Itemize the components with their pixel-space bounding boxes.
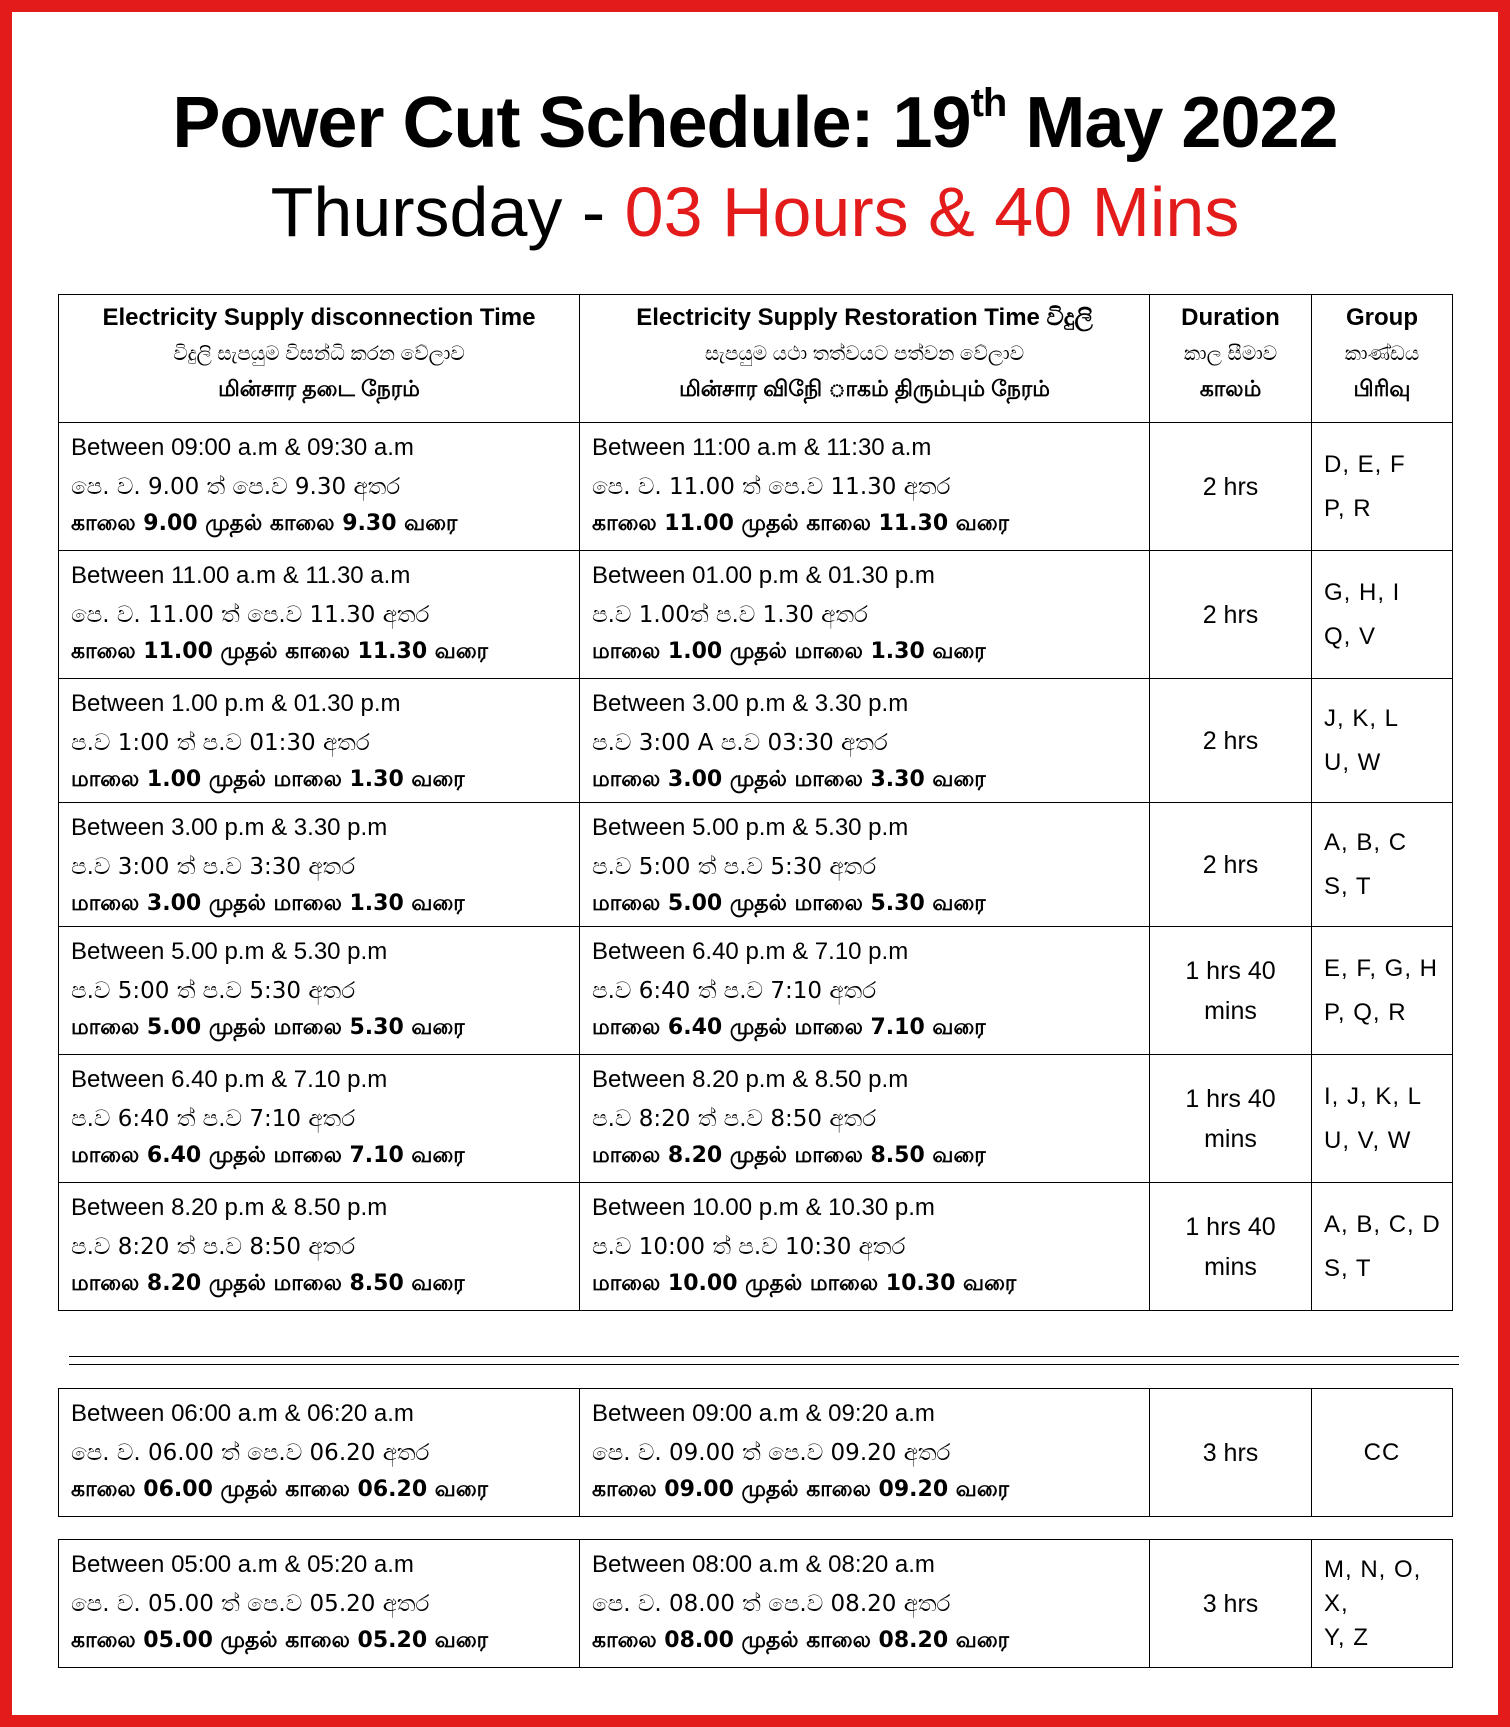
time-en: Between 08:00 a.m & 08:20 a.m <box>592 1551 935 1578</box>
time-ta: மாலை 3.00 முதல் மாலை 1.30 வரை <box>71 891 465 916</box>
subtitle-separator: - <box>562 173 625 251</box>
duration-cell <box>1150 1183 1312 1311</box>
group-line: P, R <box>1324 494 1372 522</box>
schedule-table <box>58 294 1453 1311</box>
time-en: Between 5.00 p.m & 5.30 p.m <box>592 814 909 841</box>
duration-text: 1 hrs 40 mins <box>1185 1212 1276 1281</box>
restoration-time-cell <box>580 679 1150 803</box>
table-row <box>59 679 1453 803</box>
time-en: Between 1.00 p.m & 01.30 p.m <box>71 690 401 717</box>
time-si: පෙ. ව. 08.00 ත් පෙ.ව 08.20 අතර <box>592 1591 951 1617</box>
header-label-en: Electricity Supply disconnection Time <box>102 304 536 331</box>
time-en: Between 01.00 p.m & 01.30 p.m <box>592 562 935 589</box>
group-line: G, H, I <box>1324 578 1401 606</box>
group-line: E, F, G, H <box>1324 954 1439 982</box>
time-en: Between 11:00 a.m & 11:30 a.m <box>592 434 932 461</box>
time-en: Between 8.20 p.m & 8.50 p.m <box>592 1066 909 1093</box>
restoration-time-cell <box>580 803 1150 927</box>
time-ta: மாலை 10.00 முதல் மாலை 10.30 வரை <box>592 1271 1017 1296</box>
disconnection-time-cell <box>59 1389 580 1517</box>
time-en: Between 09:00 a.m & 09:30 a.m <box>71 434 414 461</box>
total-duration: 03 Hours & 40 Mins <box>624 173 1240 251</box>
restoration-time-cell <box>580 927 1150 1055</box>
header-label-si: සැපයුම යථා තත්වයට පත්වන වේලාව <box>704 343 1025 365</box>
header-label-ta: மின்சார விநிே ாகம் திரும்பும் நேரம் <box>679 376 1050 401</box>
duration-cell: 2 hrs <box>1150 423 1312 551</box>
group-line: P, Q, R <box>1324 998 1407 1026</box>
group-cell <box>1312 1183 1453 1311</box>
title-prefix: Power Cut Schedule: 19 <box>172 83 971 163</box>
header-restoration <box>580 295 1150 423</box>
header-label-ta: காலம் <box>1199 376 1262 401</box>
time-si: ප.ව 10:00 ත් ප.ව 10:30 අතර <box>592 1234 906 1260</box>
disconnection-time-cell <box>59 679 580 803</box>
header-label-ta: மின்சார தடை நேரம் <box>218 376 420 401</box>
header-label-si: කාණ්ඩය <box>1344 343 1420 365</box>
time-si: පෙ. ව. 9.00 ත් පෙ.ව 9.30 අතර <box>71 474 401 500</box>
group-line: U, V, W <box>1324 1126 1412 1154</box>
time-en: Between 10.00 p.m & 10.30 p.m <box>592 1194 935 1221</box>
header-group <box>1312 295 1453 423</box>
group-cell <box>1312 803 1453 927</box>
group-line: A, B, C, D <box>1324 1210 1441 1238</box>
time-si: ප.ව 6:40 ත් ප.ව 7:10 අතර <box>592 978 877 1004</box>
time-si: ප.ව 3:00 A ප.ව 03:30 අතර <box>592 730 888 756</box>
group-cell: CC <box>1312 1389 1453 1517</box>
duration-cell: 2 hrs <box>1150 551 1312 679</box>
header-label-en: Group <box>1346 304 1418 331</box>
time-ta: மாலை 5.00 முதல் மாலை 5.30 வரை <box>71 1015 465 1040</box>
table-row <box>59 1540 1453 1668</box>
header-label-si: විදුලි සැපයුම විසන්ධි කරන වේලාව <box>173 343 465 365</box>
group-line: A, B, C <box>1324 828 1408 856</box>
time-ta: காலை 08.00 முதல் காலை 08.20 வரை <box>592 1628 1010 1653</box>
header-label-en: Duration <box>1181 304 1280 331</box>
group-cell <box>1312 927 1453 1055</box>
group-line: Q, V <box>1324 622 1377 650</box>
group-cell <box>1312 551 1453 679</box>
table-header-row <box>59 295 1453 423</box>
time-si: ප.ව 1:00 ත් ප.ව 01:30 අතර <box>71 730 370 756</box>
time-ta: மாலை 3.00 முதல் மாலை 3.30 வரை <box>592 767 986 792</box>
time-ta: காலை 05.00 முதல் காலை 05.20 வரை <box>71 1628 489 1653</box>
time-ta: மாலை 6.40 முதல் மாலை 7.10 வரை <box>71 1143 465 1168</box>
restoration-time-cell <box>580 423 1150 551</box>
table-row <box>59 423 1453 551</box>
disconnection-time-cell <box>59 803 580 927</box>
page-subtitle <box>12 172 1498 252</box>
time-en: Between 05:00 a.m & 05:20 a.m <box>71 1551 414 1578</box>
duration-cell: 2 hrs <box>1150 679 1312 803</box>
table-row <box>59 1183 1453 1311</box>
time-en: Between 6.40 p.m & 7.10 p.m <box>592 938 909 965</box>
header-disconnection <box>59 295 580 423</box>
time-en: Between 6.40 p.m & 7.10 p.m <box>71 1066 388 1093</box>
disconnection-time-cell <box>59 423 580 551</box>
extra-schedule-table-mnoxyz <box>58 1539 1453 1668</box>
time-si: පෙ. ව. 11.00 ත් පෙ.ව 11.30 අතර <box>592 474 951 500</box>
time-si: ප.ව 8:20 ත් ප.ව 8:50 අතර <box>592 1106 877 1132</box>
time-ta: மாலை 1.00 முதல் மாலை 1.30 வரை <box>71 767 465 792</box>
header-label-si: කාල සීමාව <box>1183 343 1278 365</box>
title-suffix: May 2022 <box>1006 83 1338 163</box>
header-duration <box>1150 295 1312 423</box>
restoration-time-cell <box>580 1055 1150 1183</box>
table-row <box>59 803 1453 927</box>
time-si: පෙ. ව. 06.00 ත් පෙ.ව 06.20 අතර <box>71 1440 430 1466</box>
restoration-time-cell <box>580 1540 1150 1668</box>
group-cell <box>1312 679 1453 803</box>
group-cell <box>1312 423 1453 551</box>
time-si: පෙ. ව. 11.00 ත් පෙ.ව 11.30 අතර <box>71 602 430 628</box>
group-line: I, J, K, L <box>1324 1082 1423 1110</box>
time-si: ප.ව 5:00 ත් ප.ව 5:30 අතර <box>592 854 877 880</box>
disconnection-time-cell <box>59 1055 580 1183</box>
restoration-time-cell <box>580 1183 1150 1311</box>
time-ta: மாலை 5.00 முதல் மாலை 5.30 வரை <box>592 891 986 916</box>
group-line: M, N, O, X, <box>1324 1555 1422 1617</box>
duration-cell <box>1150 927 1312 1055</box>
duration-text: 1 hrs 40 mins <box>1185 956 1276 1025</box>
header-label-en: Electricity Supply Restoration Time විදුලි <box>636 304 1093 331</box>
group-line: D, E, F <box>1324 450 1406 478</box>
title-ordinal: th <box>970 81 1007 125</box>
duration-cell <box>1150 1055 1312 1183</box>
time-si: ප.ව 8:20 ත් ප.ව 8:50 අතර <box>71 1234 356 1260</box>
duration-text: 1 hrs 40 mins <box>1185 1084 1276 1153</box>
section-divider <box>69 1356 1459 1365</box>
day-label: Thursday <box>270 173 563 251</box>
group-line: U, W <box>1324 748 1382 776</box>
disconnection-time-cell <box>59 1540 580 1668</box>
time-en: Between 11.00 a.m & 11.30 a.m <box>71 562 411 589</box>
time-ta: மாலை 8.20 முதல் மாலை 8.50 வரை <box>592 1143 986 1168</box>
time-si: ප.ව 3:00 ත් ප.ව 3:30 අතර <box>71 854 356 880</box>
time-si: ප.ව 6:40 ත් ප.ව 7:10 අතර <box>71 1106 356 1132</box>
time-ta: காலை 11.00 முதல் காலை 11.30 வரை <box>71 639 489 664</box>
duration-cell: 2 hrs <box>1150 803 1312 927</box>
table-row <box>59 551 1453 679</box>
time-ta: மாலை 6.40 முதல் மாலை 7.10 வரை <box>592 1015 986 1040</box>
disconnection-time-cell <box>59 1183 580 1311</box>
table-row <box>59 1389 1453 1517</box>
restoration-time-cell <box>580 1389 1150 1517</box>
restoration-time-cell <box>580 551 1150 679</box>
time-en: Between 3.00 p.m & 3.30 p.m <box>71 814 388 841</box>
time-en: Between 3.00 p.m & 3.30 p.m <box>592 690 909 717</box>
time-ta: காலை 11.00 முதல் காலை 11.30 வரை <box>592 511 1010 536</box>
time-ta: காலை 9.00 முதல் காலை 9.30 வரை <box>71 511 458 536</box>
extra-schedule-table-cc <box>58 1388 1453 1517</box>
group-line: S, T <box>1324 1254 1372 1282</box>
group-line: Y, Z <box>1324 1623 1369 1651</box>
duration-cell: 3 hrs <box>1150 1389 1312 1517</box>
table-row <box>59 927 1453 1055</box>
time-si: ප.ව 1.00ත් ප.ව 1.30 අතර <box>592 602 868 628</box>
duration-cell: 3 hrs <box>1150 1540 1312 1668</box>
page-title <box>12 82 1498 164</box>
group-cell <box>1312 1055 1453 1183</box>
time-ta: காலை 09.00 முதல் காலை 09.20 வரை <box>592 1477 1010 1502</box>
time-ta: காலை 06.00 முதல் காலை 06.20 வரை <box>71 1477 489 1502</box>
group-cell <box>1312 1540 1453 1668</box>
time-en: Between 06:00 a.m & 06:20 a.m <box>71 1400 414 1427</box>
time-ta: மாலை 1.00 முதல் மாலை 1.30 வரை <box>592 639 986 664</box>
header-label-ta: பிரிவு <box>1353 376 1411 401</box>
disconnection-time-cell <box>59 927 580 1055</box>
disconnection-time-cell <box>59 551 580 679</box>
time-ta: மாலை 8.20 முதல் மாலை 8.50 வரை <box>71 1271 465 1296</box>
time-si: පෙ. ව. 05.00 ත් පෙ.ව 05.20 අතර <box>71 1591 430 1617</box>
time-en: Between 8.20 p.m & 8.50 p.m <box>71 1194 388 1221</box>
table-row <box>59 1055 1453 1183</box>
time-en: Between 5.00 p.m & 5.30 p.m <box>71 938 388 965</box>
time-si: ප.ව 5:00 ත් ප.ව 5:30 අතර <box>71 978 356 1004</box>
time-en: Between 09:00 a.m & 09:20 a.m <box>592 1400 935 1427</box>
group-line: J, K, L <box>1324 704 1400 732</box>
group-line: S, T <box>1324 872 1372 900</box>
time-si: පෙ. ව. 09.00 ත් පෙ.ව 09.20 අතර <box>592 1440 951 1466</box>
